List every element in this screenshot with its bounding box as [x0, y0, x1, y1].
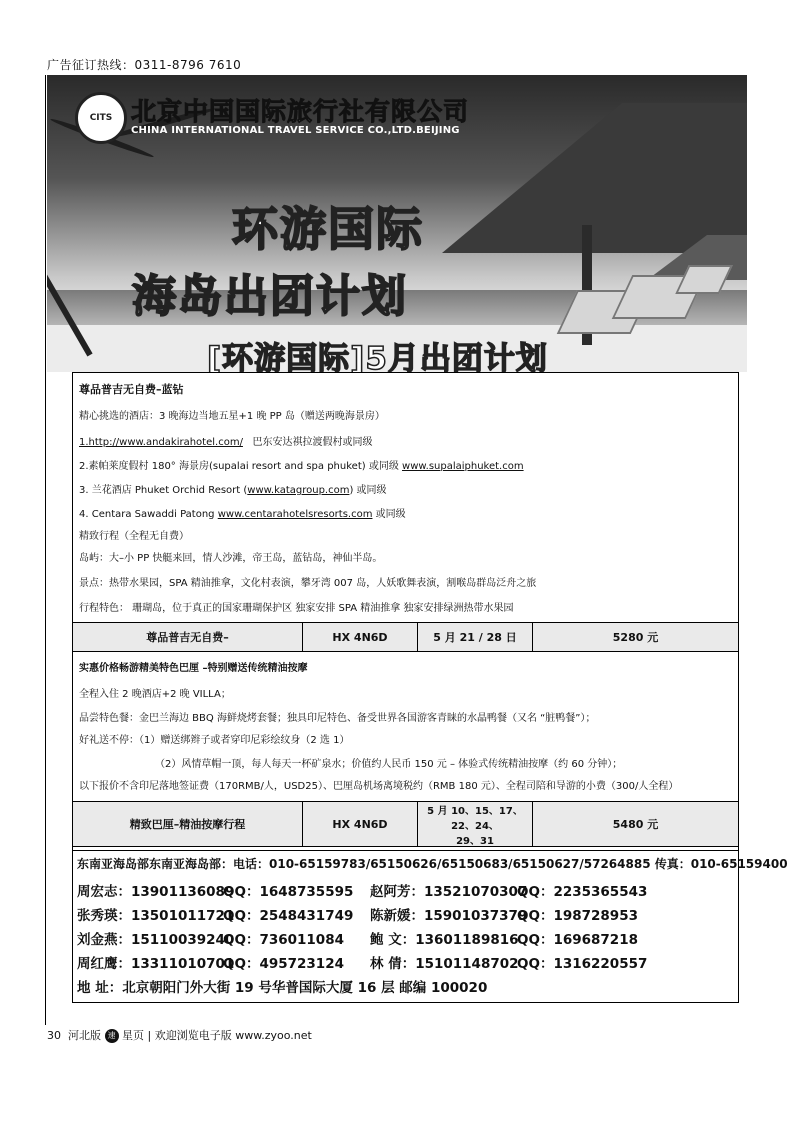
banner-plan-title: [环游国际]5月出团计划 [207, 341, 548, 372]
bali-heading: 实惠价格畅游精美特色巴厘 –特别赠送传统精油按摩 [79, 663, 308, 674]
hotel-2-link[interactable]: www.supalaiphuket.com [402, 461, 524, 472]
contact-name: 赵阿芳：13521070307 [370, 884, 528, 900]
hotel-2 [79, 457, 524, 472]
hotel-1-text: 巴东安达祺拉渡假村或同级 [252, 437, 373, 448]
contact-name: 张秀瑛：13501011721 [77, 908, 235, 924]
company-name-cn: 北京中国国际旅行社有限公司 [131, 97, 470, 126]
price: 5280 元 [612, 631, 659, 644]
contact-qq: QQ：736011084 [223, 932, 344, 948]
bali-food: 品尝特色餐：金巴兰海边 BBQ 海鲜烧烤套餐；独具印尼特色、备受世界各国游客青睐的水晶鸭餐（又名 “脏鸭餐”）； [79, 713, 596, 724]
sights-line: 景点：热带水果园，SPA 精油推拿，文化村表演，攀牙湾 007 岛，人妖歌舞表演，割喉岛群岛泛舟之旅 [79, 578, 537, 589]
contact-name: 陈新媛：15901037379 [370, 908, 528, 924]
cits-logo-icon: CITS [75, 92, 127, 144]
welcome-text: 欢迎浏览电子版 [154, 1029, 232, 1042]
contact-qq: QQ：1648735595 [223, 884, 354, 900]
dates-line-1: 5 月 10、15、17、22、24、 [427, 805, 523, 832]
contact-qq: QQ：1316220557 [517, 956, 648, 972]
contact-qq: QQ：2548431749 [223, 908, 354, 924]
product-name: 精致巴厘–精油按摩行程 [73, 802, 303, 846]
bali-gift-2: （2）风情草帽一顶，每人每天一杯矿泉水；价值约人民币 150 元 – 体验式传统精油按摩（约 60 分钟）； [155, 759, 623, 770]
company-name-en: CHINA INTERNATIONAL TRAVEL SERVICE CO.,LTD.BEIJING [131, 125, 460, 136]
banner-subtitle: 海岛出团计划 [132, 271, 408, 322]
contact-name: 周宏志：13901136089 [77, 884, 235, 900]
contact-name: 林 倩：15101148702 [370, 956, 519, 972]
table-row [73, 801, 738, 847]
hotel-1-link[interactable]: 1.http://www.andakirahotel.com/ [79, 437, 243, 448]
separator: | [147, 1029, 152, 1042]
bali-notice: 以下报价不含印尼落地签证费（170RMB/人，USD25）、巴厘岛机场离境税约（RMB 180 元）、全程司陪和导游的小费（300/人全程） [79, 781, 679, 792]
department-phone: 东南亚海岛部东南亚海岛部：电话：010-65159783/65150626/65150683/65150627/57264885 传真：010-65159400 [77, 857, 788, 871]
table-row [73, 622, 738, 652]
contact-name: 刘金燕：15110039240 [77, 932, 235, 948]
itinerary-label: 精致行程（全程无自费） [79, 531, 189, 542]
product-code: HX 4N6D [303, 802, 418, 846]
phuket-heading: 尊品普吉无自费–蓝钻 [79, 383, 184, 396]
hotels-intro: 精心挑选的酒店：3 晚海边当地五星+1 晚 PP 岛（赠送两晚海景房） [79, 411, 385, 422]
site-url[interactable]: www.zyoo.net [235, 1029, 312, 1042]
departure-dates [418, 802, 533, 846]
departure-dates: 5 月 21 / 28 日 [418, 623, 533, 651]
hotel-1 [79, 433, 372, 448]
price: 5480 元 [612, 818, 659, 831]
hotel-3-tail: ) 或同级 [349, 485, 387, 496]
features-line: 行程特色： 珊瑚岛，位于真正的国家珊瑚保护区 独家安排 SPA 精油推拿 独家安排绿洲热带水果园 [79, 603, 514, 614]
banner-title: 环游国际 [232, 202, 424, 256]
product-name: 尊品普吉无自费– [73, 623, 303, 651]
hotel-4 [79, 505, 406, 520]
hotel-3-link[interactable]: www.katagroup.com [247, 485, 350, 496]
hotel-4-text: 4. Centara Sawaddi Patong [79, 509, 218, 520]
islands-line: 岛屿：大–小 PP 快艇来回，情人沙滩，帝王岛，蓝钻岛，神仙半岛。 [79, 553, 383, 564]
contact-qq: QQ：495723124 [223, 956, 344, 972]
contact-box [72, 851, 788, 1003]
zy-logo-icon: 速 [105, 1029, 119, 1043]
hotel-4-tail: 或同级 [372, 509, 406, 520]
dates-line-2: 29、31 [456, 835, 494, 847]
page-footer [47, 1027, 312, 1043]
umbrella-icon [442, 103, 747, 253]
banner-image [47, 75, 747, 372]
hotel-4-link[interactable]: www.centarahotelsresorts.com [217, 509, 373, 520]
section-name: 星页 [122, 1029, 144, 1042]
product-code: HX 4N6D [303, 623, 418, 651]
bali-hotel: 全程入住 2 晚酒店+2 晚 VILLA； [79, 689, 231, 700]
hotel-3-text: 3. 兰花酒店 Phuket Orchid Resort ( [79, 485, 248, 496]
contact-qq: QQ：198728953 [517, 908, 638, 924]
edition: 河北版 [68, 1029, 101, 1042]
bali-gift-1: 好礼送不停：（1）赠送绑辫子或者穿印尼彩绘纹身（2 选 1） [79, 735, 350, 746]
left-rule [45, 75, 46, 1025]
itinerary-box [72, 372, 739, 851]
contact-qq: QQ：169687218 [517, 932, 638, 948]
contact-name: 周红鹰：13311010701 [77, 956, 235, 972]
page-number: 30 [47, 1029, 61, 1042]
ad-hotline: 广告征订热线：0311-8796 7610 [47, 58, 242, 72]
hotel-3 [79, 481, 387, 496]
contact-qq: QQ：2235365543 [517, 884, 648, 900]
contact-name: 鲍 文：13601189816 [370, 932, 519, 948]
hotel-2-text: 2.素帕莱度假村 180° 海景房(supalai resort and spa phuket) 或同级 [79, 461, 403, 472]
address: 地 址：北京朝阳门外大街 19 号华普国际大厦 16 层 邮编 100020 [77, 980, 488, 996]
